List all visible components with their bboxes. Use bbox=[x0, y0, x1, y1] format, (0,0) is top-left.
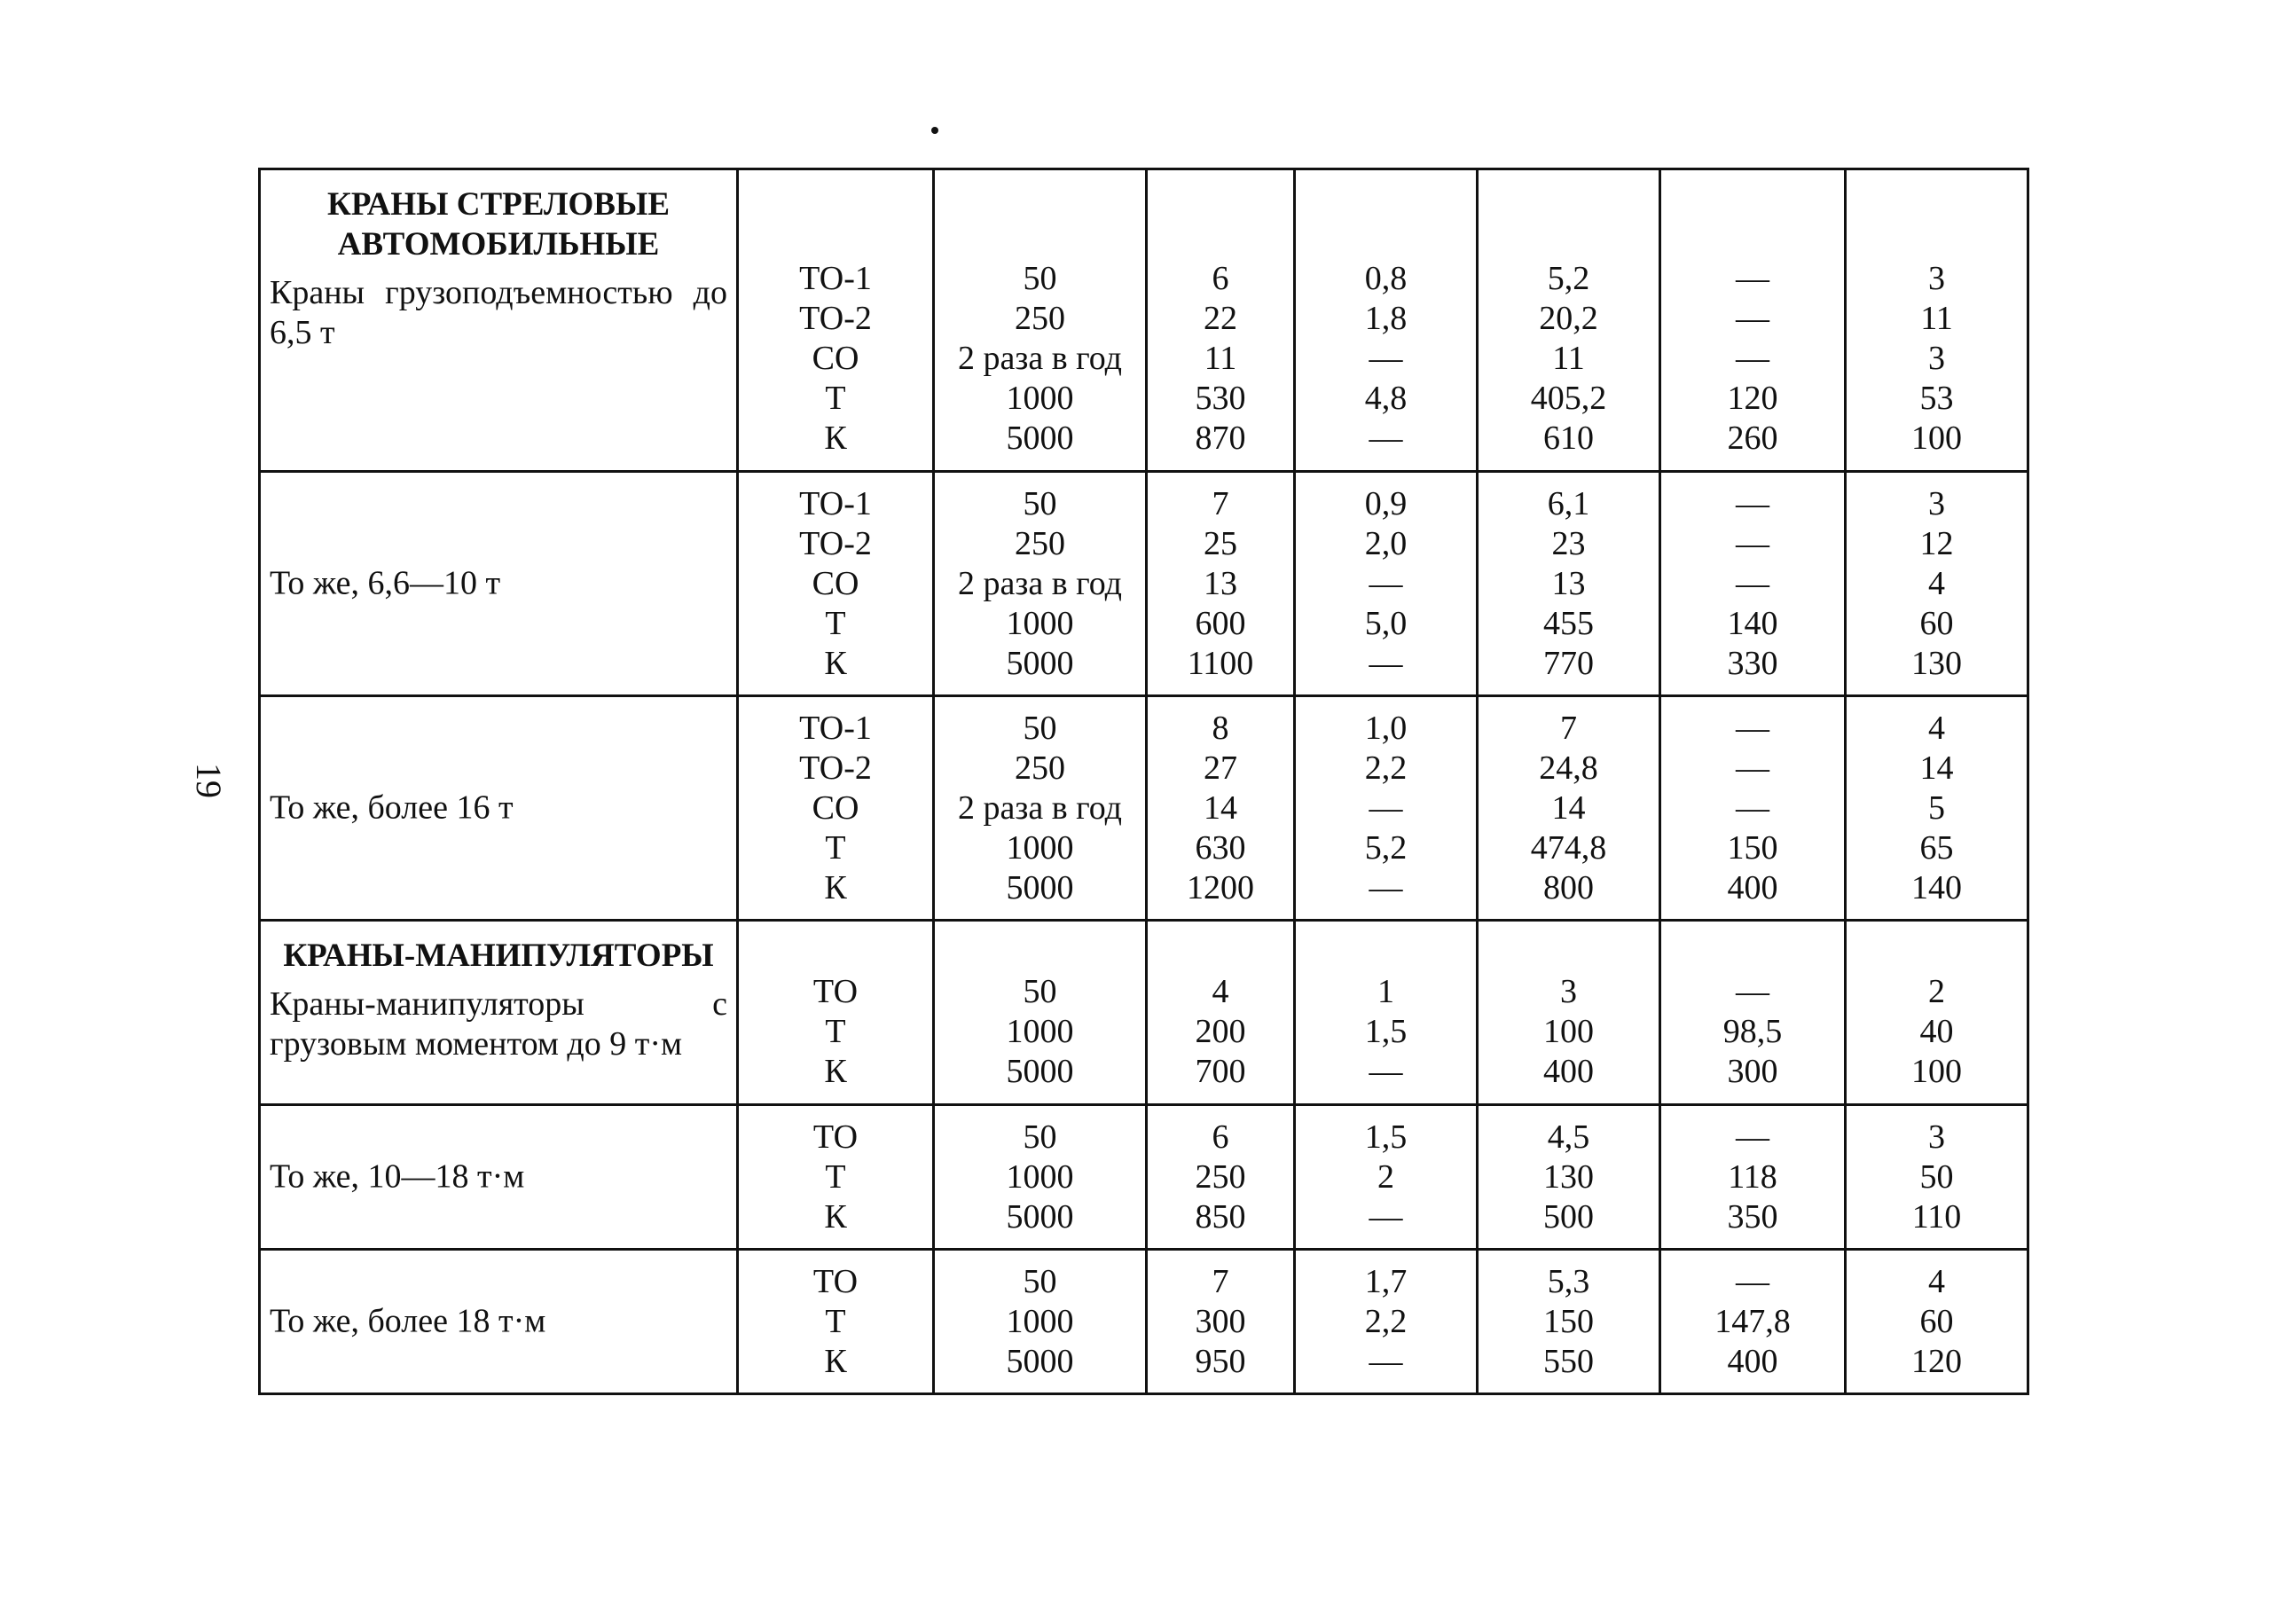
cell-value: 100 bbox=[1911, 1053, 1962, 1090]
cell-value: 1,5 bbox=[1364, 1013, 1408, 1050]
table-row bbox=[260, 1105, 2028, 1250]
page-dot bbox=[931, 127, 938, 134]
cell-value: 50 bbox=[1023, 485, 1057, 522]
cell-value: 140 bbox=[1727, 605, 1778, 642]
value-cell-c4 bbox=[1295, 169, 1478, 472]
cell-value: 6 bbox=[1212, 260, 1229, 297]
cell-value: 800 bbox=[1543, 869, 1594, 906]
cell-value: — bbox=[1736, 485, 1769, 522]
cell-value: 150 bbox=[1543, 1303, 1594, 1340]
cell-value: — bbox=[1369, 1053, 1403, 1090]
value-cell-types bbox=[738, 1250, 934, 1394]
cell-value: — bbox=[1736, 710, 1769, 747]
cell-value: 50 bbox=[1023, 1118, 1057, 1156]
cell-value: 25 bbox=[1204, 525, 1237, 562]
cell-value: 130 bbox=[1911, 645, 1962, 682]
cell-value: 400 bbox=[1727, 869, 1778, 906]
value-cell-freq bbox=[934, 921, 1147, 1105]
cell-value: 5,3 bbox=[1547, 1263, 1590, 1300]
cell-value: 11 bbox=[1552, 340, 1585, 377]
cell-value: 630 bbox=[1195, 829, 1246, 867]
cell-value: 3 bbox=[1928, 1118, 1945, 1156]
cell-value: 455 bbox=[1543, 605, 1594, 642]
cell-value: 11 bbox=[1920, 300, 1953, 337]
cell-value: 5,2 bbox=[1547, 260, 1590, 297]
cell-value: 118 bbox=[1728, 1158, 1777, 1196]
cell-value: 400 bbox=[1543, 1053, 1594, 1090]
cell-value: — bbox=[1369, 565, 1403, 602]
cell-value: — bbox=[1736, 565, 1769, 602]
cell-value: Т bbox=[825, 1013, 846, 1050]
cell-value: 550 bbox=[1543, 1343, 1594, 1380]
table-row bbox=[260, 1250, 2028, 1394]
cell-value: 120 bbox=[1727, 380, 1778, 417]
value-cell-c7 bbox=[1846, 169, 2028, 472]
cell-value: 13 bbox=[1551, 565, 1586, 602]
value-cell-c6 bbox=[1660, 472, 1846, 696]
value-cell-types bbox=[738, 1105, 934, 1250]
cell-value: 250 bbox=[1015, 749, 1065, 787]
table-body bbox=[260, 169, 2028, 1394]
cell-value: 1000 bbox=[1006, 1303, 1074, 1340]
cell-value: — bbox=[1369, 1198, 1403, 1236]
value-cell-freq bbox=[934, 169, 1147, 472]
value-cell-c3 bbox=[1147, 1105, 1295, 1250]
cell-value: 50 bbox=[1919, 1158, 1954, 1196]
value-cell-c4 bbox=[1295, 696, 1478, 921]
cell-value: 250 bbox=[1015, 300, 1065, 337]
cell-value: 65 bbox=[1919, 829, 1954, 867]
cell-value: 7 bbox=[1560, 710, 1577, 747]
value-cell-c4 bbox=[1295, 921, 1478, 1105]
cell-value: 120 bbox=[1911, 1343, 1962, 1380]
cell-value: К bbox=[824, 1053, 847, 1090]
section-title: КРАНЫ-МАНИПУЛЯТОРЫ bbox=[283, 938, 714, 974]
cell-value: — bbox=[1736, 525, 1769, 562]
value-cell-c3 bbox=[1147, 472, 1295, 696]
crane-name-cell bbox=[260, 921, 738, 1105]
cell-value: 4 bbox=[1928, 710, 1945, 747]
cell-value: 60 bbox=[1919, 1303, 1954, 1340]
cell-value: 1000 bbox=[1006, 829, 1074, 867]
value-cell-types bbox=[738, 696, 934, 921]
cell-value: 14 bbox=[1204, 789, 1237, 827]
value-cell-c7 bbox=[1846, 472, 2028, 696]
cell-value: 22 bbox=[1204, 300, 1237, 337]
cell-value: 140 bbox=[1911, 869, 1962, 906]
cell-value: 7 bbox=[1212, 1263, 1229, 1300]
cell-value: К bbox=[824, 869, 847, 906]
cell-value: К bbox=[824, 420, 847, 457]
cell-value: 1200 bbox=[1187, 869, 1254, 906]
crane-name: То же, 10—18 т·м bbox=[270, 1157, 525, 1196]
cell-value: — bbox=[1736, 1118, 1769, 1156]
cell-value: СО bbox=[812, 565, 859, 602]
cell-value: — bbox=[1736, 973, 1769, 1010]
cell-value: 250 bbox=[1015, 525, 1065, 562]
value-cell-c4 bbox=[1295, 1250, 1478, 1394]
cell-value: 1,7 bbox=[1364, 1263, 1408, 1300]
cell-value: 2 раза в год bbox=[957, 340, 1123, 377]
cell-value: 330 bbox=[1727, 645, 1778, 682]
cell-value: СО bbox=[812, 789, 859, 827]
cell-value: Т bbox=[825, 829, 846, 867]
cell-value: 1 bbox=[1377, 973, 1394, 1010]
page-number: 19 bbox=[189, 763, 229, 798]
value-cell-c3 bbox=[1147, 169, 1295, 472]
crane-name: Краны-манипуляторы с грузовым моментом до 9 т·м bbox=[270, 985, 727, 1063]
cell-value: 0,8 bbox=[1364, 260, 1408, 297]
cell-value: 2 раза в год bbox=[957, 565, 1123, 602]
value-cell-c7 bbox=[1846, 696, 2028, 921]
cell-value: 4,8 bbox=[1364, 380, 1408, 417]
value-cell-freq bbox=[934, 696, 1147, 921]
cell-value: 14 bbox=[1919, 749, 1954, 787]
cell-value: 100 bbox=[1911, 420, 1962, 457]
cell-value: 300 bbox=[1727, 1053, 1778, 1090]
cell-value: 530 bbox=[1195, 380, 1246, 417]
cell-value: 14 bbox=[1551, 789, 1586, 827]
cell-value: 5000 bbox=[1006, 1198, 1074, 1236]
cell-value: 27 bbox=[1204, 749, 1237, 787]
crane-name-cell bbox=[260, 169, 738, 472]
cell-value: 110 bbox=[1911, 1198, 1962, 1236]
cell-value: — bbox=[1369, 420, 1403, 457]
cell-value: — bbox=[1369, 789, 1403, 827]
cell-value: 11 bbox=[1204, 340, 1237, 377]
cell-value: 50 bbox=[1023, 973, 1057, 1010]
cell-value: 50 bbox=[1023, 260, 1057, 297]
cell-value: К bbox=[824, 645, 847, 682]
value-cell-c7 bbox=[1846, 921, 2028, 1105]
cell-value: 700 bbox=[1195, 1053, 1246, 1090]
value-cell-freq bbox=[934, 1250, 1147, 1394]
value-cell-freq bbox=[934, 1105, 1147, 1250]
cell-value: ТО-2 bbox=[799, 300, 872, 337]
cell-value: — bbox=[1369, 869, 1403, 906]
cell-value: 1000 bbox=[1006, 1158, 1074, 1196]
value-cell-c6 bbox=[1660, 1250, 1846, 1394]
cell-value: 150 bbox=[1727, 829, 1778, 867]
cell-value: 500 bbox=[1543, 1198, 1594, 1236]
cell-value: 2,2 bbox=[1364, 749, 1408, 787]
cell-value: 2 раза в год bbox=[957, 789, 1123, 827]
value-cell-c6 bbox=[1660, 1105, 1846, 1250]
cell-value: 1,0 bbox=[1364, 710, 1408, 747]
cell-value: ТО-1 bbox=[799, 260, 872, 297]
cell-value: 400 bbox=[1727, 1343, 1778, 1380]
cell-value: 2 bbox=[1928, 973, 1945, 1010]
table-row bbox=[260, 921, 2028, 1105]
cell-value: 4 bbox=[1212, 973, 1229, 1010]
crane-name-cell bbox=[260, 1105, 738, 1250]
cell-value: — bbox=[1369, 340, 1403, 377]
cell-value: К bbox=[824, 1198, 847, 1236]
cell-value: К bbox=[824, 1343, 847, 1380]
cell-value: 2,2 bbox=[1364, 1303, 1408, 1340]
cell-value: 260 bbox=[1727, 420, 1778, 457]
cell-value: ТО-2 bbox=[799, 525, 872, 562]
cell-value: — bbox=[1736, 1263, 1769, 1300]
cell-value: 610 bbox=[1543, 420, 1594, 457]
cell-value: 3 bbox=[1928, 260, 1945, 297]
crane-name-cell bbox=[260, 472, 738, 696]
cell-value: 40 bbox=[1919, 1013, 1954, 1050]
cell-value: 50 bbox=[1023, 710, 1057, 747]
cell-value: 2,0 bbox=[1364, 525, 1408, 562]
cell-value: ТО bbox=[812, 1263, 859, 1300]
crane-name: То же, 6,6—10 т bbox=[270, 564, 501, 602]
value-cell-c6 bbox=[1660, 921, 1846, 1105]
cell-value: 950 bbox=[1195, 1343, 1246, 1380]
value-cell-c5 bbox=[1478, 1250, 1660, 1394]
cell-value: — bbox=[1369, 1343, 1403, 1380]
cell-value: 5000 bbox=[1006, 420, 1074, 457]
value-cell-types bbox=[738, 169, 934, 472]
cell-value: 3 bbox=[1928, 485, 1945, 522]
cell-value: 5000 bbox=[1006, 1053, 1074, 1090]
table-row bbox=[260, 169, 2028, 472]
cell-value: 3 bbox=[1928, 340, 1945, 377]
cell-value: Т bbox=[825, 605, 846, 642]
cell-value: Т bbox=[825, 380, 846, 417]
cell-value: 6,1 bbox=[1547, 485, 1590, 522]
cell-value: 1,5 bbox=[1364, 1118, 1408, 1156]
cell-value: 7 bbox=[1212, 485, 1229, 522]
cell-value: ТО-1 bbox=[799, 710, 872, 747]
cell-value: 1100 bbox=[1187, 645, 1254, 682]
value-cell-c5 bbox=[1478, 1105, 1660, 1250]
cell-value: 60 bbox=[1919, 605, 1954, 642]
crane-name: То же, более 18 т·м bbox=[270, 1302, 546, 1340]
cell-value: 0,9 bbox=[1364, 485, 1408, 522]
section-title: КРАНЫ СТРЕЛОВЫЕ АВТОМОБИЛЬНЫЕ bbox=[326, 186, 670, 263]
cell-value: 4 bbox=[1928, 1263, 1945, 1300]
value-cell-c6 bbox=[1660, 169, 1846, 472]
cell-value: 2 bbox=[1377, 1158, 1394, 1196]
value-cell-c4 bbox=[1295, 1105, 1478, 1250]
cell-value: 53 bbox=[1919, 380, 1954, 417]
cell-value: 5,0 bbox=[1364, 605, 1408, 642]
cell-value: 23 bbox=[1551, 525, 1586, 562]
value-cell-freq bbox=[934, 472, 1147, 696]
cell-value: 3 bbox=[1560, 973, 1577, 1010]
value-cell-c3 bbox=[1147, 696, 1295, 921]
cell-value: 5000 bbox=[1006, 869, 1074, 906]
cell-value: 405,2 bbox=[1530, 380, 1607, 417]
cell-value: 24,8 bbox=[1539, 749, 1598, 787]
table-row bbox=[260, 696, 2028, 921]
cell-value: 13 bbox=[1204, 565, 1237, 602]
cell-value: ТО bbox=[812, 973, 859, 1010]
cell-value: СО bbox=[812, 340, 859, 377]
cell-value: 4,5 bbox=[1547, 1118, 1590, 1156]
crane-name-cell bbox=[260, 1250, 738, 1394]
value-cell-c5 bbox=[1478, 921, 1660, 1105]
cell-value: 98,5 bbox=[1722, 1013, 1783, 1050]
cell-value: 350 bbox=[1727, 1198, 1778, 1236]
cell-value: ТО bbox=[812, 1118, 859, 1156]
cell-value: 8 bbox=[1212, 710, 1229, 747]
cell-value: 600 bbox=[1195, 605, 1246, 642]
value-cell-c3 bbox=[1147, 921, 1295, 1105]
value-cell-c5 bbox=[1478, 169, 1660, 472]
value-cell-c3 bbox=[1147, 1250, 1295, 1394]
cell-value: 1000 bbox=[1006, 605, 1074, 642]
cell-value: 870 bbox=[1195, 420, 1246, 457]
cell-value: 147,8 bbox=[1714, 1303, 1791, 1340]
cell-value: — bbox=[1736, 749, 1769, 787]
table-row bbox=[260, 472, 2028, 696]
cell-value: — bbox=[1736, 300, 1769, 337]
cell-value: 200 bbox=[1195, 1013, 1246, 1050]
value-cell-c5 bbox=[1478, 696, 1660, 921]
cell-value: 5000 bbox=[1006, 645, 1074, 682]
maintenance-norms-table bbox=[258, 168, 2029, 1395]
value-cell-types bbox=[738, 921, 934, 1105]
cell-value: 50 bbox=[1023, 1263, 1057, 1300]
cell-value: ТО-1 bbox=[799, 485, 872, 522]
cell-value: 5000 bbox=[1006, 1343, 1074, 1380]
cell-value: — bbox=[1736, 340, 1769, 377]
cell-value: 474,8 bbox=[1530, 829, 1607, 867]
cell-value: 100 bbox=[1543, 1013, 1594, 1050]
value-cell-c7 bbox=[1846, 1105, 2028, 1250]
cell-value: 770 bbox=[1543, 645, 1594, 682]
cell-value: 5,2 bbox=[1364, 829, 1408, 867]
cell-value: — bbox=[1369, 645, 1403, 682]
cell-value: 4 bbox=[1928, 565, 1945, 602]
cell-value: 1,8 bbox=[1364, 300, 1408, 337]
cell-value: 1000 bbox=[1006, 380, 1074, 417]
crane-name: Краны грузоподъемностью до 6,5 т bbox=[270, 274, 727, 351]
cell-value: 1000 bbox=[1006, 1013, 1074, 1050]
cell-value: ТО-2 bbox=[799, 749, 872, 787]
cell-value: — bbox=[1736, 789, 1769, 827]
value-cell-c5 bbox=[1478, 472, 1660, 696]
crane-name: То же, более 16 т bbox=[270, 788, 514, 827]
value-cell-types bbox=[738, 472, 934, 696]
crane-name-cell bbox=[260, 696, 738, 921]
cell-value: 300 bbox=[1195, 1303, 1246, 1340]
value-cell-c4 bbox=[1295, 472, 1478, 696]
cell-value: 850 bbox=[1195, 1198, 1246, 1236]
value-cell-c7 bbox=[1846, 1250, 2028, 1394]
cell-value: 12 bbox=[1919, 525, 1954, 562]
cell-value: 130 bbox=[1543, 1158, 1594, 1196]
cell-value: Т bbox=[825, 1303, 846, 1340]
cell-value: — bbox=[1736, 260, 1769, 297]
cell-value: 250 bbox=[1195, 1158, 1246, 1196]
cell-value: 20,2 bbox=[1539, 300, 1598, 337]
cell-value: 6 bbox=[1212, 1118, 1229, 1156]
value-cell-c6 bbox=[1660, 696, 1846, 921]
cell-value: 5 bbox=[1928, 789, 1945, 827]
cell-value: Т bbox=[825, 1158, 846, 1196]
